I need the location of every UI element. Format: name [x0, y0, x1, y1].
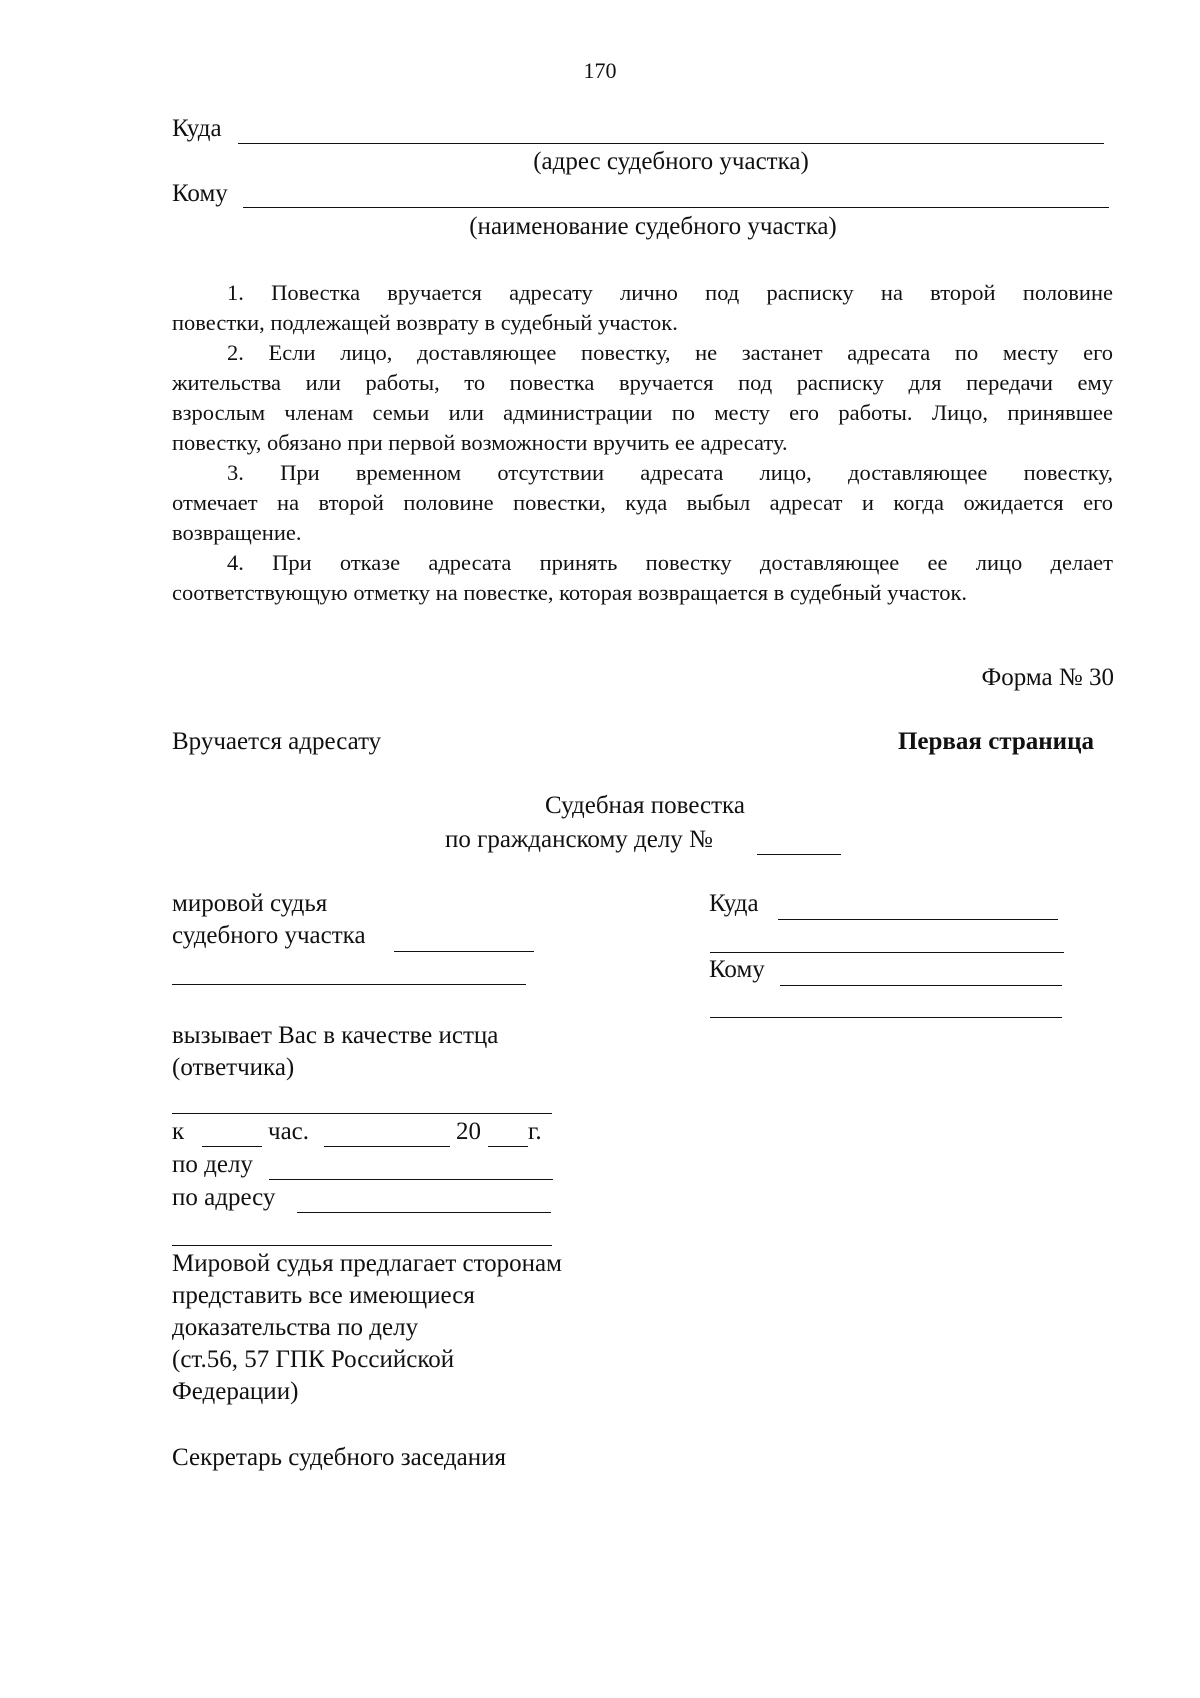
rule-1-line: повестки, подлежащей возврату в судебный участок.	[172, 310, 678, 335]
case-label: по делу	[172, 1151, 253, 1178]
right-komu-label: Кому	[709, 956, 765, 983]
summons-date-line[interactable]	[172, 1113, 552, 1114]
kuda-label: Куда	[172, 115, 222, 142]
address-field-2[interactable]	[172, 1245, 552, 1246]
case-field[interactable]	[269, 1179, 553, 1180]
hour-field[interactable]	[202, 1146, 262, 1147]
rule-3-line: 3. При временном отсутствии адресата лицо, доставляющее повестку,	[227, 460, 1113, 485]
court-section-line[interactable]	[394, 951, 534, 952]
evidence-line: (ст.56, 57 ГПК Российской	[172, 1346, 455, 1373]
year-field[interactable]	[488, 1146, 528, 1147]
kuda-caption: (адрес судебного участка)	[533, 148, 809, 175]
judge-label: мировой судья	[172, 890, 328, 917]
court-section-line-2[interactable]	[172, 984, 526, 985]
summons-title: Судебная повестка	[545, 792, 745, 819]
rule-2-line: жительства или работы, то повестка вручается под расписку для передачи ему	[172, 370, 1113, 395]
komu-caption: (наименование судебного участка)	[469, 213, 837, 240]
rule-3-line: возвращение.	[172, 520, 302, 545]
form-number: Форма № 30	[981, 664, 1114, 691]
evidence-notice	[172, 1248, 562, 1408]
rule-4	[172, 548, 1113, 608]
court-section-label: судебного участка	[172, 922, 366, 949]
komu-name-line[interactable]	[243, 207, 1109, 208]
secretary-label: Секретарь судебного заседания	[172, 1444, 506, 1471]
delivered-to-label: Вручается адресату	[172, 728, 382, 755]
rule-1-line: 1. Повестка вручается адресату лично под расписку на второй половине	[227, 280, 1113, 305]
rule-2	[172, 338, 1113, 458]
time-chas-label: час.	[268, 1118, 310, 1145]
rule-3	[172, 458, 1113, 548]
first-page-label: Первая страница	[897, 728, 1094, 755]
rule-2-line: повестку, обязано при первой возможности вручить ее адресату.	[172, 430, 788, 455]
summons-role-label: вызывает Вас в качестве истца	[172, 1022, 499, 1049]
right-komu-line[interactable]	[780, 985, 1062, 986]
rule-1	[172, 278, 1113, 338]
case-number-label: по гражданскому делу №	[445, 826, 713, 853]
evidence-line: доказательства по делу	[172, 1314, 419, 1341]
rule-2-line: взрослым членам семьи или администрации по месту его работы. Лицо, принявшее	[172, 400, 1113, 425]
right-kuda-line-2[interactable]	[710, 952, 1064, 953]
evidence-line: Федерации)	[172, 1378, 299, 1405]
date-field[interactable]	[324, 1146, 450, 1147]
year-prefix: 20	[456, 1118, 481, 1145]
address-field[interactable]	[297, 1212, 551, 1213]
rule-4-line: 4. При отказе адресата принять повестку доставляющее ее лицо делает	[227, 550, 1113, 575]
evidence-line: представить все имеющиеся	[172, 1282, 475, 1309]
time-k-label: к	[172, 1118, 185, 1145]
komu-label: Кому	[172, 180, 228, 207]
rule-3-line: отмечает на второй половине повестки, куда выбыл адресат и когда ожидается его	[172, 490, 1113, 515]
year-suffix: г.	[528, 1118, 542, 1145]
kuda-address-line[interactable]	[238, 143, 1104, 144]
right-komu-line-2[interactable]	[710, 1017, 1062, 1018]
right-kuda-label: Куда	[709, 890, 759, 917]
right-kuda-line[interactable]	[778, 919, 1058, 920]
address-label: по адресу	[172, 1184, 276, 1211]
rule-4-line: соответствующую отметку на повестке, которая возвращается в судебный участок.	[172, 580, 968, 605]
case-number-line[interactable]	[757, 854, 841, 855]
page-number: 170	[583, 58, 617, 83]
evidence-line: Мировой судья предлагает сторонам	[172, 1250, 562, 1277]
rule-2-line: 2. Если лицо, доставляющее повестку, не застанет адресата по месту его	[227, 340, 1113, 365]
summons-role-alt: (ответчика)	[172, 1054, 295, 1081]
